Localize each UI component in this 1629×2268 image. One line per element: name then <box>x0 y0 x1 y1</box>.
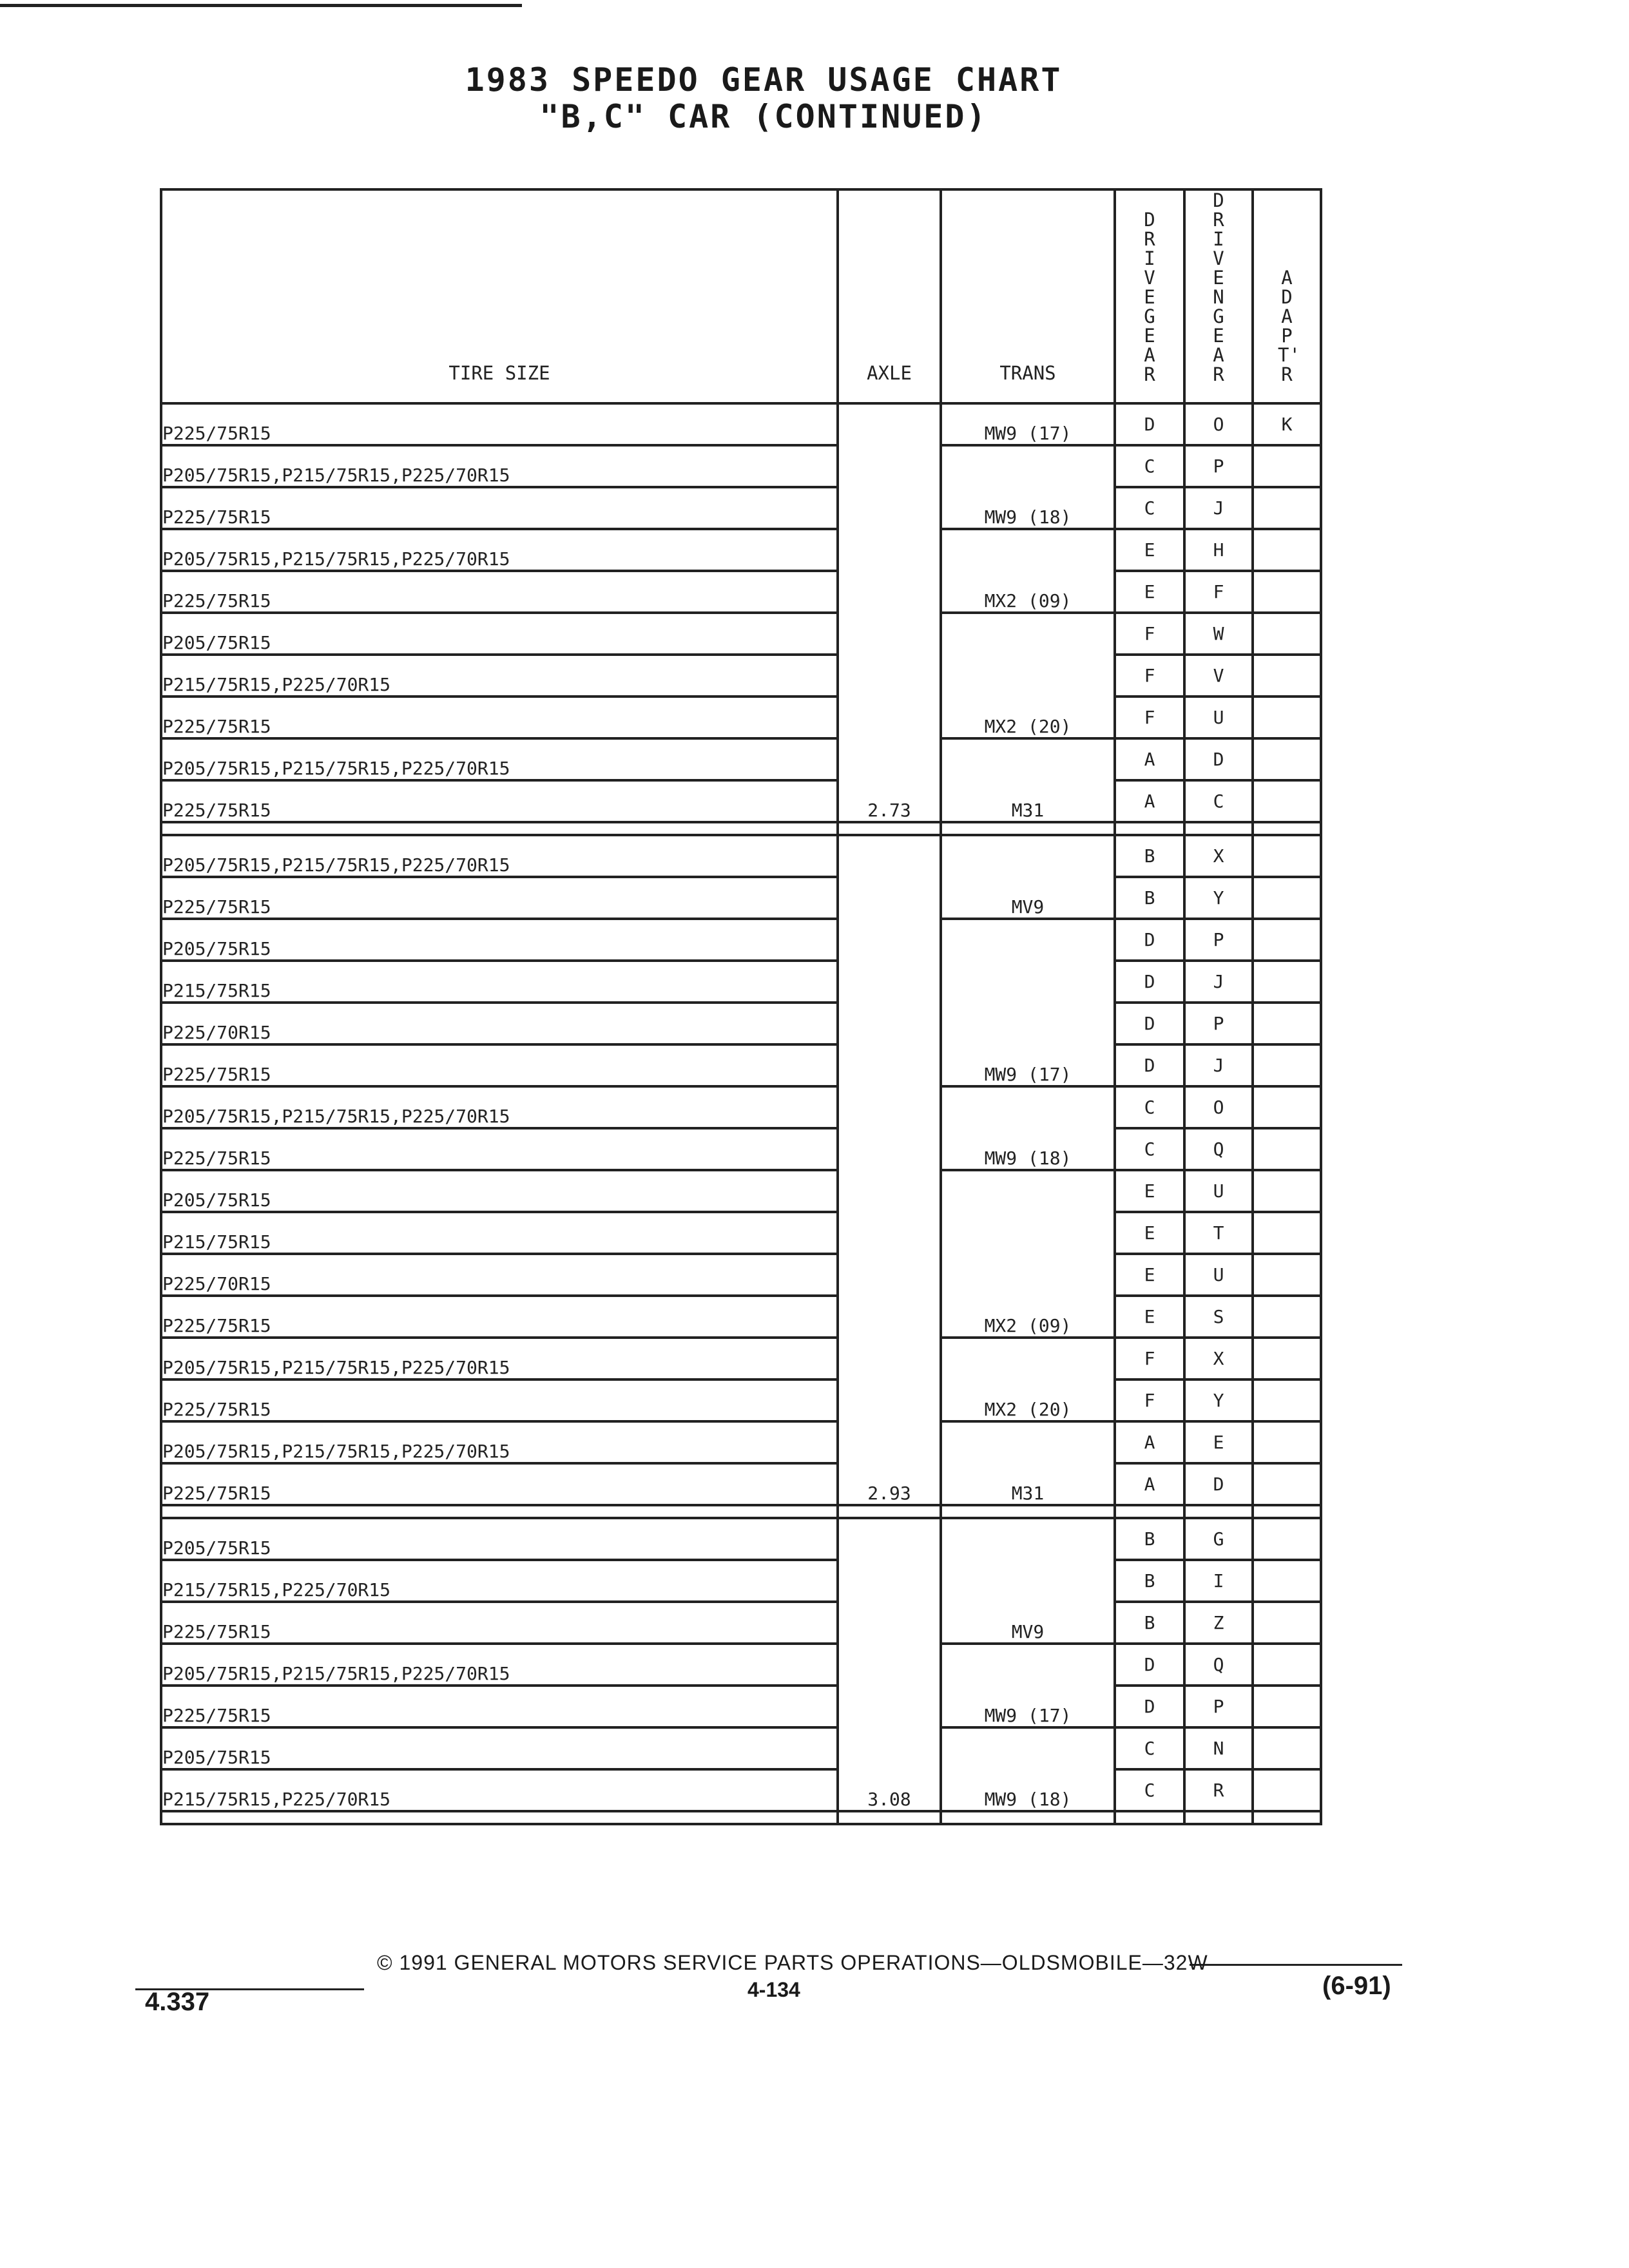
tire-size-cell: P205/75R15,P215/75R15,P225/70R15 <box>161 1086 838 1128</box>
adapter-cell <box>1253 919 1321 961</box>
adapter-cell <box>1253 1170 1321 1212</box>
transmission-cell: MW9 (18) <box>941 1727 1115 1811</box>
table-row <box>161 1727 1321 1769</box>
transmission-cell: MX2 (20) <box>941 1338 1115 1421</box>
group-separator <box>161 822 1321 835</box>
header-driven-gear <box>1184 189 1253 403</box>
table-row <box>161 1463 1321 1505</box>
transmission-cell: MX2 (09) <box>941 529 1115 613</box>
tire-size-cell: P205/75R15,P215/75R15,P225/70R15 <box>161 738 838 780</box>
table-row <box>161 1338 1321 1379</box>
driven-gear-cell: W <box>1184 613 1253 655</box>
driven-gear-cell: P <box>1184 919 1253 961</box>
adapter-cell <box>1253 1003 1321 1044</box>
chart-subtitle: "B,C" CAR (CONTINUED) <box>539 98 988 135</box>
transmission-cell: MW9 (18) <box>941 445 1115 529</box>
adapter-cell <box>1253 445 1321 487</box>
separator-cell <box>838 1505 941 1518</box>
adapter-cell <box>1253 1644 1321 1686</box>
speedo-gear-table <box>160 188 1322 1825</box>
tire-size-cell: P215/75R15 <box>161 1212 838 1254</box>
top-rule <box>0 4 522 7</box>
table-row <box>161 571 1321 613</box>
table-row <box>161 1212 1321 1254</box>
footer-page-number: 4-134 <box>747 1978 800 2001</box>
drive-gear-cell: A <box>1115 1463 1184 1505</box>
drive-gear-cell: B <box>1115 1518 1184 1560</box>
table-row <box>161 1086 1321 1128</box>
drive-gear-cell: A <box>1115 1421 1184 1463</box>
header-adapter <box>1253 189 1321 403</box>
drive-gear-cell: F <box>1115 697 1184 738</box>
drive-gear-cell: B <box>1115 835 1184 877</box>
footer-doc-number: 4.337 <box>145 1988 210 2016</box>
table-row <box>161 1128 1321 1170</box>
drive-gear-cell: D <box>1115 1644 1184 1686</box>
drive-gear-cell: E <box>1115 1296 1184 1338</box>
drive-gear-cell: F <box>1115 655 1184 697</box>
driven-gear-cell: Z <box>1184 1602 1253 1644</box>
table-row <box>161 1044 1321 1086</box>
drive-gear-label: D R I V E G E A R <box>1144 209 1155 385</box>
tire-size-cell: P225/70R15 <box>161 1003 838 1044</box>
driven-gear-cell: D <box>1184 738 1253 780</box>
drive-gear-cell: B <box>1115 1560 1184 1602</box>
header-drive-gear <box>1115 189 1184 403</box>
adapter-cell <box>1253 738 1321 780</box>
separator-cell <box>1184 1811 1253 1824</box>
table-row <box>161 835 1321 877</box>
adapter-cell <box>1253 835 1321 877</box>
drive-gear-cell: A <box>1115 780 1184 822</box>
axle-ratio-cell: 2.93 <box>838 835 941 1505</box>
drive-gear-cell: D <box>1115 961 1184 1003</box>
header-axle: AXLE <box>838 189 941 403</box>
separator-cell <box>941 822 1115 835</box>
driven-gear-cell: Q <box>1184 1128 1253 1170</box>
tire-size-cell: P225/75R15 <box>161 697 838 738</box>
separator-cell <box>838 822 941 835</box>
table-row <box>161 529 1321 571</box>
table-row <box>161 445 1321 487</box>
drive-gear-cell: C <box>1115 1727 1184 1769</box>
tire-size-cell: P225/75R15 <box>161 780 838 822</box>
tire-size-cell: P205/75R15 <box>161 1518 838 1560</box>
drive-gear-cell: E <box>1115 1170 1184 1212</box>
adapter-cell: K <box>1253 403 1321 445</box>
tire-size-cell: P225/75R15 <box>161 1044 838 1086</box>
adapter-cell <box>1253 487 1321 529</box>
separator-cell <box>1115 1505 1184 1518</box>
drive-gear-cell: B <box>1115 877 1184 919</box>
adapter-cell <box>1253 1338 1321 1379</box>
tire-size-cell: P215/75R15,P225/70R15 <box>161 1769 838 1811</box>
drive-gear-cell: D <box>1115 403 1184 445</box>
driven-gear-cell: D <box>1184 1463 1253 1505</box>
tire-size-cell: P225/75R15 <box>161 1686 838 1727</box>
table-row <box>161 877 1321 919</box>
footer-copyright: © 1991 GENERAL MOTORS SERVICE PARTS OPERATIONS—OLDSMOBILE—32W <box>377 1951 1208 1974</box>
tire-size-cell: P205/75R15 <box>161 1727 838 1769</box>
drive-gear-cell: C <box>1115 1128 1184 1170</box>
tire-size-cell: P225/75R15 <box>161 1296 838 1338</box>
drive-gear-cell: F <box>1115 1379 1184 1421</box>
drive-gear-cell: C <box>1115 1769 1184 1811</box>
adapter-cell <box>1253 571 1321 613</box>
driven-gear-cell: Y <box>1184 877 1253 919</box>
driven-gear-cell: V <box>1184 655 1253 697</box>
tire-size-cell: P205/75R15,P215/75R15,P225/70R15 <box>161 529 838 571</box>
drive-gear-cell: E <box>1115 571 1184 613</box>
drive-gear-cell: A <box>1115 738 1184 780</box>
separator-cell <box>941 1505 1115 1518</box>
adapter-cell <box>1253 1727 1321 1769</box>
driven-gear-cell: H <box>1184 529 1253 571</box>
separator-cell <box>1253 822 1321 835</box>
driven-gear-label: D R I V E N G E A R <box>1213 189 1224 385</box>
drive-gear-cell: C <box>1115 445 1184 487</box>
driven-gear-cell: Y <box>1184 1379 1253 1421</box>
adapter-cell <box>1253 613 1321 655</box>
table-row <box>161 1296 1321 1338</box>
separator-cell <box>161 822 838 835</box>
tire-size-cell: P205/75R15 <box>161 613 838 655</box>
transmission-cell: MW9 (18) <box>941 1086 1115 1170</box>
header-tire-size: TIRE SIZE <box>161 189 838 403</box>
adapter-cell <box>1253 1254 1321 1296</box>
driven-gear-cell: U <box>1184 697 1253 738</box>
driven-gear-cell: X <box>1184 1338 1253 1379</box>
table-row <box>161 1602 1321 1644</box>
table-row <box>161 780 1321 822</box>
drive-gear-cell: E <box>1115 1254 1184 1296</box>
adapter-cell <box>1253 1769 1321 1811</box>
adapter-cell <box>1253 780 1321 822</box>
adapter-cell <box>1253 877 1321 919</box>
driven-gear-cell: I <box>1184 1560 1253 1602</box>
tire-size-cell: P225/75R15 <box>161 487 838 529</box>
tire-size-cell: P205/75R15,P215/75R15,P225/70R15 <box>161 1644 838 1686</box>
adapter-cell <box>1253 1296 1321 1338</box>
driven-gear-cell: U <box>1184 1170 1253 1212</box>
table-row <box>161 697 1321 738</box>
drive-gear-cell: C <box>1115 1086 1184 1128</box>
drive-gear-cell: D <box>1115 1686 1184 1727</box>
transmission-cell: MW9 (17) <box>941 403 1115 445</box>
transmission-cell: M31 <box>941 738 1115 822</box>
driven-gear-cell: T <box>1184 1212 1253 1254</box>
adapter-cell <box>1253 1379 1321 1421</box>
drive-gear-cell: F <box>1115 613 1184 655</box>
transmission-cell: MW9 (17) <box>941 919 1115 1086</box>
tire-size-cell: P225/75R15 <box>161 403 838 445</box>
group-separator <box>161 1811 1321 1824</box>
separator-cell <box>1253 1811 1321 1824</box>
drive-gear-cell: E <box>1115 1212 1184 1254</box>
tire-size-cell: P225/75R15 <box>161 1128 838 1170</box>
drive-gear-cell: D <box>1115 1003 1184 1044</box>
driven-gear-cell: E <box>1184 1421 1253 1463</box>
adapter-cell <box>1253 1518 1321 1560</box>
table-row <box>161 738 1321 780</box>
driven-gear-cell: C <box>1184 780 1253 822</box>
separator-cell <box>161 1811 838 1824</box>
tire-size-cell: P205/75R15,P215/75R15,P225/70R15 <box>161 835 838 877</box>
driven-gear-cell: O <box>1184 403 1253 445</box>
table-row <box>161 1686 1321 1727</box>
adapter-cell <box>1253 1044 1321 1086</box>
table-row <box>161 1421 1321 1463</box>
table-row <box>161 919 1321 961</box>
tire-size-cell: P225/75R15 <box>161 1463 838 1505</box>
table-row <box>161 1379 1321 1421</box>
separator-cell <box>1115 822 1184 835</box>
tire-size-cell: P215/75R15 <box>161 961 838 1003</box>
table-row <box>161 403 1321 445</box>
adapter-cell <box>1253 1421 1321 1463</box>
drive-gear-cell: D <box>1115 919 1184 961</box>
separator-cell <box>1184 822 1253 835</box>
adapter-cell <box>1253 1560 1321 1602</box>
adapter-cell <box>1253 961 1321 1003</box>
tire-size-cell: P205/75R15 <box>161 1170 838 1212</box>
table-row <box>161 1560 1321 1602</box>
transmission-cell: MW9 (17) <box>941 1644 1115 1727</box>
table-row <box>161 961 1321 1003</box>
adapter-label: A D A P T' R <box>1278 267 1300 385</box>
drive-gear-cell: B <box>1115 1602 1184 1644</box>
tire-size-cell: P205/75R15,P215/75R15,P225/70R15 <box>161 1338 838 1379</box>
adapter-cell <box>1253 1463 1321 1505</box>
transmission-cell: MV9 <box>941 1518 1115 1644</box>
table-row <box>161 613 1321 655</box>
group-separator <box>161 1505 1321 1518</box>
adapter-cell <box>1253 1128 1321 1170</box>
drive-gear-cell: F <box>1115 1338 1184 1379</box>
separator-cell <box>1184 1505 1253 1518</box>
table-row <box>161 1769 1321 1811</box>
driven-gear-cell: X <box>1184 835 1253 877</box>
driven-gear-cell: S <box>1184 1296 1253 1338</box>
header-trans: TRANS <box>941 189 1115 403</box>
drive-gear-cell: C <box>1115 487 1184 529</box>
driven-gear-cell: O <box>1184 1086 1253 1128</box>
table-row <box>161 1003 1321 1044</box>
table-row <box>161 1254 1321 1296</box>
tire-size-cell: P225/75R15 <box>161 1602 838 1644</box>
table-row <box>161 655 1321 697</box>
transmission-cell: M31 <box>941 1421 1115 1505</box>
tire-size-cell: P215/75R15,P225/70R15 <box>161 655 838 697</box>
footer-rule-right <box>1190 1964 1402 1966</box>
table-row <box>161 1518 1321 1560</box>
driven-gear-cell: N <box>1184 1727 1253 1769</box>
chart-title: 1983 SPEEDO GEAR USAGE CHART <box>465 61 1063 99</box>
tire-size-cell: P205/75R15 <box>161 919 838 961</box>
table-row <box>161 487 1321 529</box>
axle-ratio-cell: 3.08 <box>838 1518 941 1811</box>
transmission-cell: MV9 <box>941 835 1115 919</box>
driven-gear-cell: F <box>1184 571 1253 613</box>
drive-gear-cell: D <box>1115 1044 1184 1086</box>
separator-cell <box>1253 1505 1321 1518</box>
driven-gear-cell: J <box>1184 1044 1253 1086</box>
driven-gear-cell: P <box>1184 1686 1253 1727</box>
tire-size-cell: P205/75R15,P215/75R15,P225/70R15 <box>161 1421 838 1463</box>
tire-size-cell: P215/75R15,P225/70R15 <box>161 1560 838 1602</box>
table-row <box>161 1170 1321 1212</box>
adapter-cell <box>1253 1686 1321 1727</box>
adapter-cell <box>1253 529 1321 571</box>
tire-size-cell: P205/75R15,P215/75R15,P225/70R15 <box>161 445 838 487</box>
axle-ratio-cell: 2.73 <box>838 403 941 822</box>
driven-gear-cell: J <box>1184 961 1253 1003</box>
tire-size-cell: P225/75R15 <box>161 1379 838 1421</box>
adapter-cell <box>1253 655 1321 697</box>
tire-size-cell: P225/75R15 <box>161 571 838 613</box>
drive-gear-cell: E <box>1115 529 1184 571</box>
footer-date: (6-91) <box>1322 1972 1391 2000</box>
driven-gear-cell: J <box>1184 487 1253 529</box>
driven-gear-cell: G <box>1184 1518 1253 1560</box>
adapter-cell <box>1253 1086 1321 1128</box>
separator-cell <box>941 1811 1115 1824</box>
transmission-cell: MX2 (09) <box>941 1170 1115 1338</box>
tire-size-cell: P225/75R15 <box>161 877 838 919</box>
driven-gear-cell: P <box>1184 1003 1253 1044</box>
driven-gear-cell: U <box>1184 1254 1253 1296</box>
adapter-cell <box>1253 1212 1321 1254</box>
driven-gear-cell: P <box>1184 445 1253 487</box>
driven-gear-cell: Q <box>1184 1644 1253 1686</box>
separator-cell <box>838 1811 941 1824</box>
transmission-cell: MX2 (20) <box>941 613 1115 738</box>
adapter-cell <box>1253 697 1321 738</box>
separator-cell <box>1115 1811 1184 1824</box>
adapter-cell <box>1253 1602 1321 1644</box>
table-row <box>161 1644 1321 1686</box>
separator-cell <box>161 1505 838 1518</box>
driven-gear-cell: R <box>1184 1769 1253 1811</box>
tire-size-cell: P225/70R15 <box>161 1254 838 1296</box>
